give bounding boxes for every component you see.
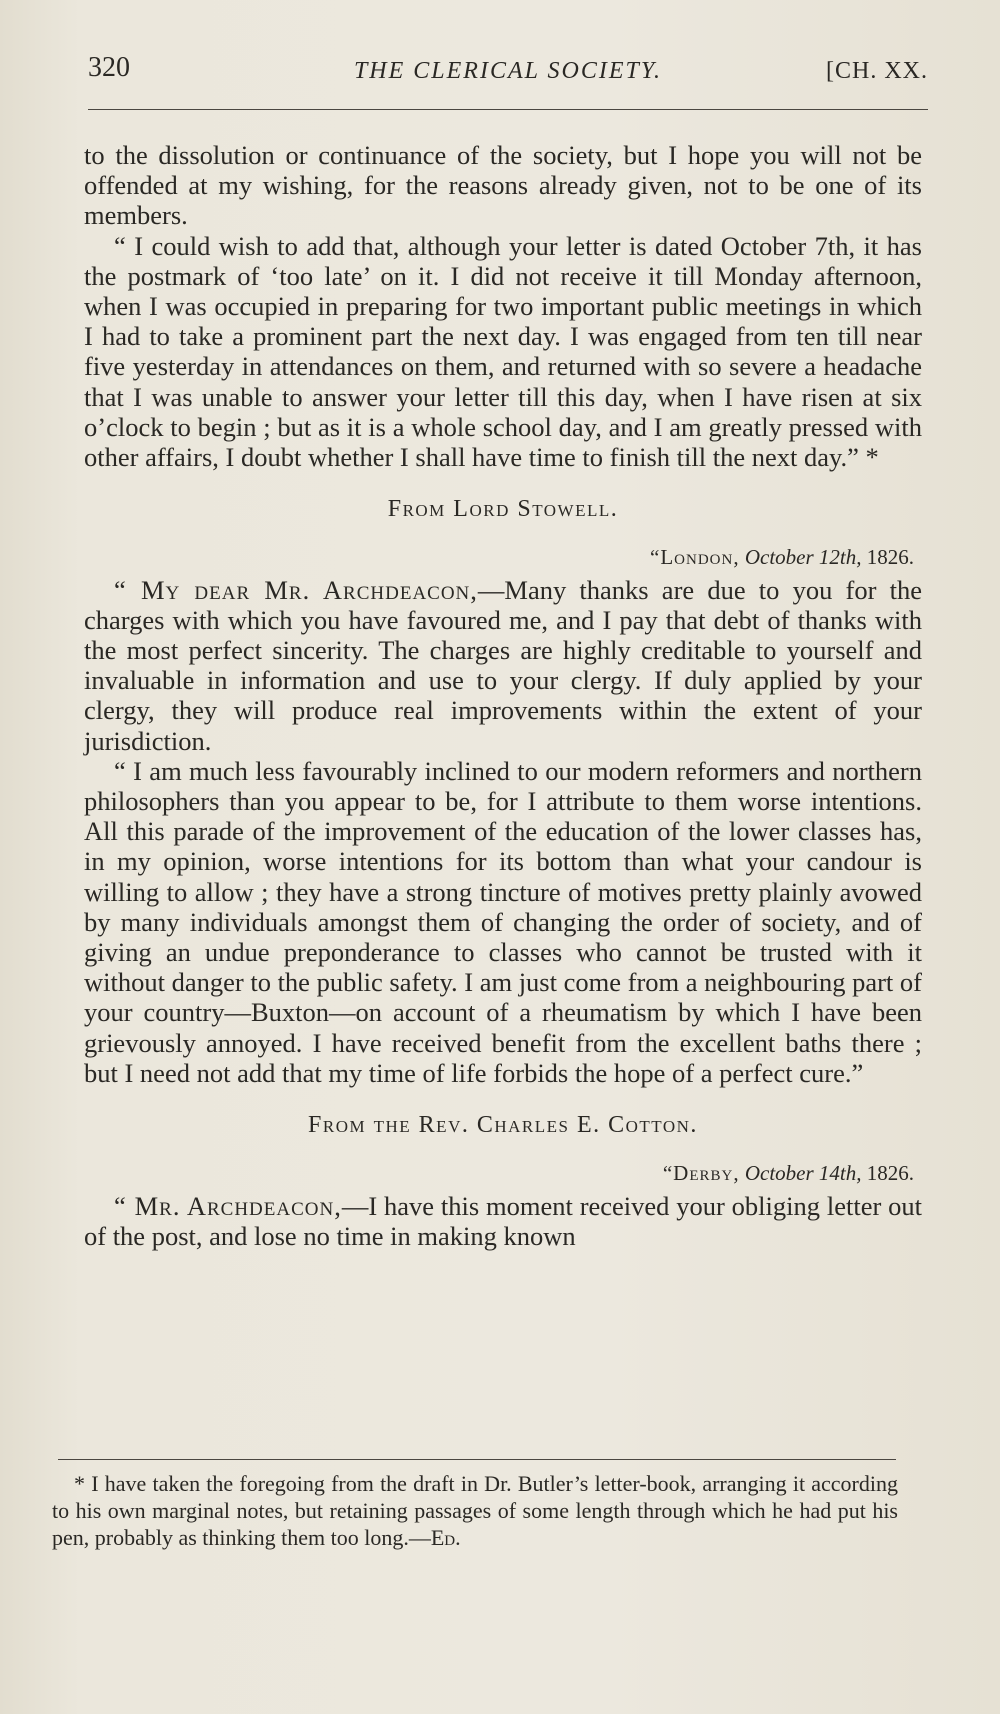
footnote xyxy=(52,1470,898,1551)
salutation: “ Mr. Archdeacon, xyxy=(114,1190,342,1221)
dateline-london xyxy=(84,542,914,572)
running-header xyxy=(88,52,928,92)
paragraph-3 xyxy=(84,575,922,756)
chapter-label: [CH. XX. xyxy=(826,58,928,84)
paragraph-5 xyxy=(84,1191,922,1251)
dateline-place: “Derby, xyxy=(662,1161,740,1186)
paragraph-4: “ I am much less favourably inclined to our modern reformers and northern philosophers than you appear to be, for I attribute to them worse intentions. All this parade of the improvement of the education of the lower classes has, in my opinion, worse intentions for its bottom than what your candour is willing to allow ; they have a strong tincture of motives pretty plainly avowed by many individuals amongst them of changing the order of society, and of giving an undue preponderance to classes who cannot be trusted with it without danger to the public safety. I am just come from a neighbouring part of your country—Buxton—on account of a rheumatism by which I have been grievously annoyed. I have received benefit from the excellent baths there ; but I need not add that my time of life forbids the hope of a perfect cure.” xyxy=(84,755,922,1088)
body-text xyxy=(84,140,922,1251)
dateline-year: 1826. xyxy=(866,545,914,570)
footnote-rule xyxy=(58,1459,896,1460)
footnote-editor: Ed. xyxy=(430,1525,461,1550)
salutation: “ My dear Mr. Archdeacon, xyxy=(114,574,478,605)
dateline-derby xyxy=(84,1158,914,1188)
paragraph-2: “ I could wish to add that, although your letter is dated October 7th, it has the postmark of ‘too late’ on it. I did not receive it till Monday afternoon, when I was occupied in preparing for two important public meetings in which I had to take a prominent part the next day. I was engaged from ten till near five yesterday in attendances on them, and returned with so severe a headache that I was unable to answer your letter till this day, when I have risen at six o’clock to begin ; but as it is a whole school day, and I am greatly pressed with other affairs, I doubt whether I shall have time to finish till the next day.” * xyxy=(84,230,922,473)
dateline-date: October 14th, xyxy=(744,1161,862,1186)
dateline-year: 1826. xyxy=(866,1161,914,1186)
section-title-lord-stowell: From Lord Stowell. xyxy=(387,496,619,523)
dateline-place: “London, xyxy=(650,545,740,570)
footnote-paragraph xyxy=(52,1470,898,1551)
header-rule xyxy=(88,109,928,110)
paragraph-1: to the dissolution or continuance of the society, but I hope you will not be offended at my wishing, for the reasons already given, not to be one of its members. xyxy=(84,140,922,231)
running-title: THE CLERICAL SOCIETY. xyxy=(353,58,663,84)
paragraph-5-text: —I have this moment received your obliging letter out of the post, and lose no time in making known xyxy=(84,1190,923,1251)
section-title-rev-cotton: From the Rev. Charles E. Cotton. xyxy=(308,1112,698,1139)
paragraph-3-text: —Many thanks are due to you for the charges with which you have favoured me, and I pay that debt of thanks with the most perfect sincerity. The charges are highly creditable to yourself and invaluable in information and use to your clergy. If duly applied by your clergy, they will produce real improvements within the extent of your jurisdiction. xyxy=(84,574,922,756)
page-number: 320 xyxy=(88,52,130,83)
dateline-date: October 12th, xyxy=(744,545,862,570)
footnote-text: * I have taken the foregoing from the draft in Dr. Butler’s letter-book, arranging it according to his own marginal notes, but retaining passages of some length through which he had put his pen, probably as thinking them too long.— xyxy=(52,1471,898,1550)
